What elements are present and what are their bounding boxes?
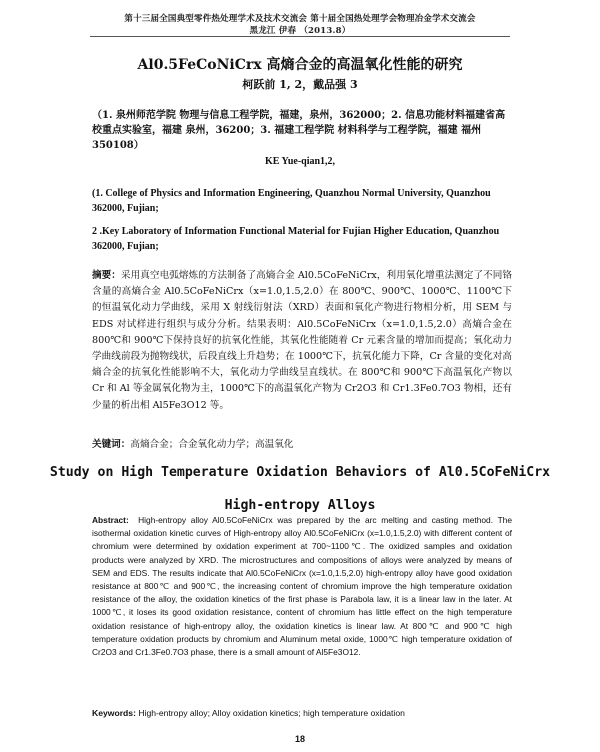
page-number: 18 bbox=[294, 734, 305, 744]
title-chinese: Al0.5FeCoNiCrx 高熵合金的高温氧化性能的研究 bbox=[137, 57, 463, 73]
title-english-line1: Study on High Temperature Oxidation Behaviors of Al0.5CoFeNiCrx bbox=[49, 465, 551, 480]
abstract-english-label: Abstract: bbox=[92, 515, 129, 525]
keywords-english-label: Keywords: bbox=[92, 708, 136, 718]
affiliation-chinese: （1. 泉州师范学院 物理与信息工程学院，福建，泉州，362000；2. 信息功能材料福建省高校重点实验室，福建 泉州，36200；3. 福建工程学院 材料科学与工程学院，福建 福州 350108） bbox=[92, 110, 506, 151]
keywords-chinese-label: 关键词： bbox=[92, 439, 131, 450]
affiliation-english bbox=[92, 186, 512, 262]
conference-header: 第十三届全国典型零件热处理学术及技术交流会 第十届全国热处理学会物理冶金学术交流会 bbox=[124, 14, 476, 24]
title-english bbox=[0, 456, 600, 522]
abstract-chinese-text: 采用真空电弧熔炼的方法制备了高熵合金 Al0.5CoFeNiCrx，利用氧化增重法测定了不同铬含量的高熵合金 Al0.5CoFeNiCrx（x=1.0,1.5,2.0）在 800℃、900℃、1000℃、1100℃下的恒温氧化动力学曲线，采用 X 射线衍射法（XRD）表面和氧化产物进行物相分析，用 SEM 与 EDS 对试样进行组织与成分分析。结果表明：Al0.5CoFeNiCrx（x=1.0,1.5,2.0）高熵合金在 800℃和 900℃下保持良好的抗氧化性能，其氧化性能随着 Cr 元素含量的增加而提高；氧化动力学曲线前段为抛物线状，后段直线上升趋势；在 1000℃下，抗氧化能力下降，Cr 含量的变化对高熵合金的抗氧化性能影响不大，氧化动力学曲线呈直线状。在 800℃和 900℃下高温氧化产物以 Cr 和 Al 等金属氧化物为主，1000℃下的高温氧化产物为 Cr2O3 和 Cr1.3Fe0.7O3 物相，还有少量的析出相 Al5Fe3O12 等。 bbox=[92, 270, 513, 411]
keywords-english bbox=[92, 708, 405, 718]
title-english-line2: High-entropy Alloys bbox=[224, 498, 376, 513]
affiliation-english-2: 2 .Key Laboratory of Information Functional Material for Fujian Higher Education, Quanzhou 362000, Fujian; bbox=[92, 226, 500, 252]
author-english: KE Yue-qian1,2, bbox=[264, 156, 336, 167]
header-rule bbox=[90, 36, 510, 37]
abstract-chinese-label: 摘要： bbox=[92, 270, 121, 281]
abstract-chinese bbox=[92, 268, 512, 414]
keywords-english-text: High-entropy alloy; Alloy oxidation kinetics; high temperature oxidation bbox=[138, 708, 405, 718]
abstract-english-text: High-entropy alloy Al0.5CoFeNiCrx was prepared by the arc melting and casting method. The isothermal oxidation kinetic curves of High-entropy alloy Al0.5CoFeNiCrx (x=1.0,1.5,2.0) with different content of chromium were determined by oxidation experiment at 700~1100℃. The oxidized samples and oxidation products were analyzed by XRD. The microstructures and compositions of alloys were analyzed by means of SEM and EDS. The results indicate that Al0.5CoFeNiCrx (x=1.0,1.5,2.0) high-entropy alloy have good oxidation resistance at 800℃ and 900℃, the increasing content of chromium improve the high temperature oxidation resistance of the alloy, the oxidation kinetics of the first phase is Parabola law, it is a linear law in the later. At 1000℃, it loses its good oxidation resistance, content of chromium has little effect on the high temperature oxidation resistance of high-entropy alloy, the oxidation kinetics is linear law. At 800℃ and 900℃ high temperature oxidation products by chromium and Aluminum metal oxide, 1000℃ high temperature oxidation of Cr2O3 and Cr1.3Fe0.7O3 phase, there is a small amount of Al5Fe3O12. bbox=[92, 515, 512, 658]
authors-chinese: 柯跃前 1, 2，戴品强 3 bbox=[242, 78, 358, 91]
keywords-chinese bbox=[92, 436, 293, 450]
keywords-chinese-text: 高熵合金；合金氧化动力学；高温氧化 bbox=[130, 439, 294, 450]
abstract-english bbox=[92, 514, 512, 659]
conference-place-date: 黑龙江 伊春 （2013.8） bbox=[249, 26, 351, 36]
affiliation-english-1: (1. College of Physics and Information Engineering, Quanzhou Normal University, Quanzhou 362000, Fujian; bbox=[92, 188, 491, 214]
